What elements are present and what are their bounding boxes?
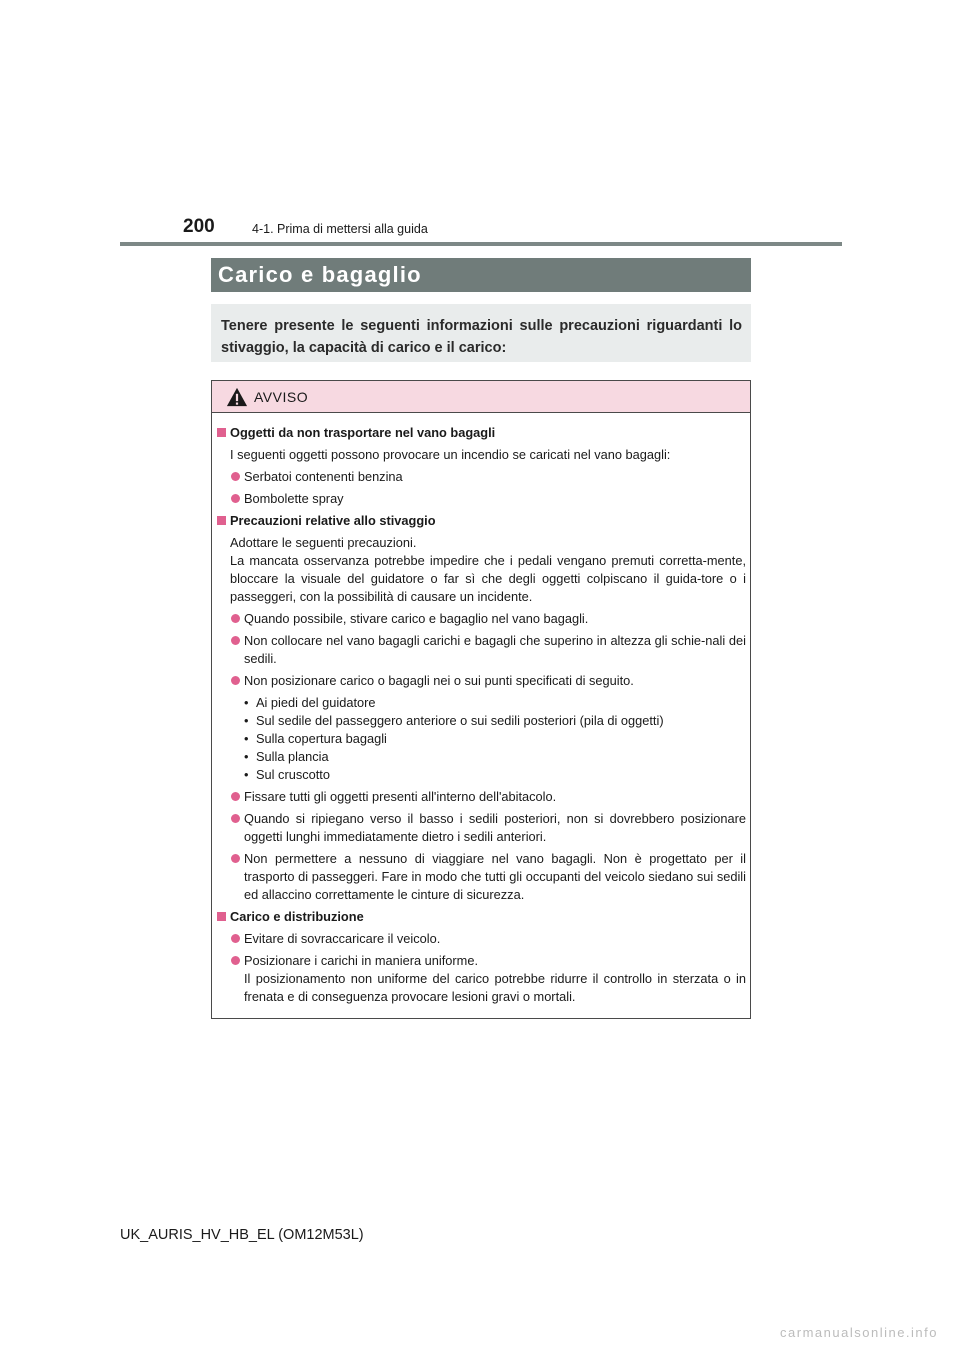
list-item (216, 810, 746, 846)
list-item-text: Quando si ripiegano verso il basso i sedili posteriori, non si dovrebbero posizionare oggetti lunghi immediatamente dietro i sedili anteriori. (244, 811, 746, 844)
section-text: I seguenti oggetti possono provocare un incendio se caricati nel vano bagagli: (230, 447, 671, 462)
section-heading-text: Oggetti da non trasportare nel vano bagagli (230, 425, 496, 440)
warning-body (216, 424, 746, 1010)
list-item-text: Fissare tutti gli oggetti presenti all'interno dell'abitacolo. (244, 789, 557, 804)
list-item (216, 850, 746, 904)
sub-list-item-text: Ai piedi del guidatore (256, 695, 376, 710)
circle-bullet-icon (231, 792, 240, 801)
section-heading-text: Precauzioni relative allo stivaggio (230, 513, 436, 528)
circle-bullet-icon (231, 814, 240, 823)
list-item (216, 952, 746, 1006)
warning-header (212, 381, 750, 413)
header-rule (120, 242, 842, 246)
list-item-text: Non permettere a nessuno di viaggiare nel vano bagagli. Non è progettato per il trasporto di passeggeri. Fare in modo che tutti gli occupanti del veicolo siedano sui sedili ed allaccino correttamente le cinture di sicurezza. (244, 851, 746, 902)
list-item-text: Non collocare nel vano bagagli carichi e bagagli che superino in altezza gli schie-nali dei sedili. (244, 633, 746, 666)
circle-bullet-icon (231, 636, 240, 645)
list-item-text: Serbatoi contenenti benzina (244, 469, 403, 484)
warning-triangle-icon (226, 386, 248, 408)
section-text-line: La mancata osservanza potrebbe impedire che i pedali vengano premuti corretta-mente, bloccare la visuale del guidatore o far sì che degli oggetti colpiscano il guida-tore o i passeggeri, con la possibilità di causare un incidente. (230, 553, 746, 604)
intro-box: Tenere presente le seguenti informazioni sulle precauzioni riguardanti lo stivaggio, la capacità di carico e il carico: (211, 304, 751, 362)
section-heading (216, 908, 746, 926)
page-title-bar (211, 258, 751, 292)
list-item-text: Posizionare i carichi in maniera uniforme. (244, 953, 478, 968)
sub-list (216, 694, 746, 784)
square-bullet-icon (217, 912, 226, 921)
page-number: 200 (183, 216, 215, 237)
warning-box (211, 380, 751, 1019)
circle-bullet-icon (231, 854, 240, 863)
sub-list-item-text: Sul cruscotto (256, 767, 330, 782)
list-item (216, 490, 746, 508)
list-item (216, 610, 746, 628)
circle-bullet-icon (231, 956, 240, 965)
list-item-text: Non posizionare carico o bagagli nei o sui punti specificati di seguito. (244, 673, 634, 688)
square-bullet-icon (217, 516, 226, 525)
list-item-text: Quando possibile, stivare carico e bagaglio nel vano bagagli. (244, 611, 589, 626)
section-text-line: Adottare le seguenti precauzioni. (230, 535, 417, 550)
list-item (216, 468, 746, 486)
page-title: Carico e bagaglio (218, 262, 422, 287)
list-item-text: Bombolette spray (244, 491, 344, 506)
list-item (216, 930, 746, 948)
sub-list-item: • Sulla plancia (244, 749, 329, 764)
section-heading (216, 512, 746, 530)
sub-list-item: • Sul sedile del passeggero anteriore o sui sedili posteriori (pila di oggetti) (244, 713, 664, 728)
footer-doc-code: UK_AURIS_HV_HB_EL (OM12M53L) (120, 1227, 364, 1243)
watermark: carmanualsonline.info (780, 1325, 938, 1340)
circle-bullet-icon (231, 614, 240, 623)
list-item (216, 788, 746, 806)
list-item (216, 632, 746, 668)
circle-bullet-icon (231, 472, 240, 481)
section-text (216, 534, 746, 606)
section-heading (216, 424, 746, 442)
section-title: 4-1. Prima di mettersi alla guida (252, 222, 428, 236)
circle-bullet-icon (231, 676, 240, 685)
sub-list-item-text: Sulla copertura bagagli (256, 731, 387, 746)
section-heading-text: Carico e distribuzione (230, 909, 364, 924)
list-item-text: Evitare di sovraccaricare il veicolo. (244, 931, 441, 946)
list-item (216, 672, 746, 690)
sub-list-item-text: Sul sedile del passeggero anteriore o sui sedili posteriori (pila di oggetti) (256, 713, 664, 728)
square-bullet-icon (217, 428, 226, 437)
sub-list-item: • Sulla copertura bagagli (244, 731, 387, 746)
circle-bullet-icon (231, 934, 240, 943)
sub-list-item-text: Sulla plancia (256, 749, 329, 764)
circle-bullet-icon (231, 494, 240, 503)
list-item-detail: Il posizionamento non uniforme del carico potrebbe ridurre il controllo in sterzata o in frenata e di conseguenza provocare lesioni gravi o mortali. (244, 971, 746, 1004)
sub-list-item: • Ai piedi del guidatore (244, 695, 376, 710)
sub-list-item: • Sul cruscotto (244, 767, 330, 782)
warning-label: AVVISO (254, 389, 309, 405)
